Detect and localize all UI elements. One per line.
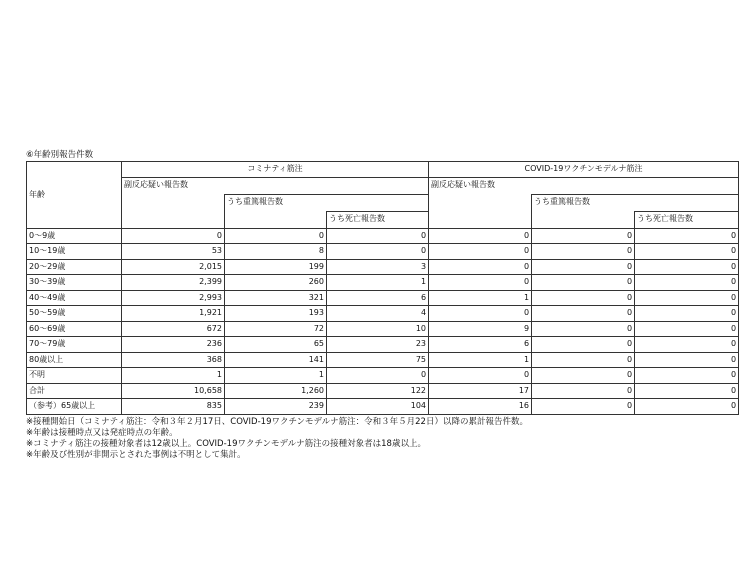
table-row (27, 259, 739, 275)
death-count-cell: 0 (635, 399, 739, 415)
suspected-count-cell: 16 (429, 399, 532, 415)
death-count-cell: 4 (327, 306, 429, 322)
footnote: ※年齢は接種時点又は発症時点の年齢。 (26, 427, 178, 438)
serious-count-cell: 193 (225, 306, 327, 322)
suspected-count-cell: 236 (122, 337, 225, 353)
serious-count-cell: 0 (532, 321, 635, 337)
death-count-cell: 0 (635, 352, 739, 368)
suspected-count-cell: 2,993 (122, 290, 225, 306)
age-report-table (26, 161, 739, 415)
serious-count-cell: 0 (532, 290, 635, 306)
age-cell: 40～49歳 (27, 290, 122, 306)
death-count-cell: 6 (327, 290, 429, 306)
suspected-count-cell: 10,658 (122, 383, 225, 399)
death-count-cell: 0 (327, 368, 429, 384)
suspected-count-cell: 672 (122, 321, 225, 337)
suspected-count-cell: 0 (429, 275, 532, 291)
suspected-count-cell: 0 (429, 259, 532, 275)
footnote: ※コミナティ筋注の接種対象者は12歳以上。COVID-19ワクチンモデルナ筋注の接種対象者は18歳以上。 (26, 438, 426, 449)
suspected-count-cell: 1 (429, 290, 532, 306)
suspected-count-cell: 6 (429, 337, 532, 353)
serious-count-cell: 0 (532, 368, 635, 384)
suspected-count-cell: 2,015 (122, 259, 225, 275)
serious-count-cell: 72 (225, 321, 327, 337)
serious-count-cell: 0 (532, 352, 635, 368)
table-row (27, 244, 739, 260)
suspected-count-cell: 0 (429, 244, 532, 260)
suspected-count-cell: 0 (122, 228, 225, 244)
serious-count-cell: 0 (532, 306, 635, 322)
serious-spacer-comirnaty (225, 211, 327, 228)
serious-count-cell: 0 (532, 244, 635, 260)
table-row (27, 290, 739, 306)
death-header-moderna: うち死亡報告数 (635, 211, 739, 228)
serious-count-cell: 0 (532, 259, 635, 275)
header-row-vaccine (27, 162, 739, 178)
death-count-cell: 0 (635, 275, 739, 291)
serious-spacer-moderna (532, 211, 635, 228)
death-count-cell: 0 (635, 383, 739, 399)
suspected-header-moderna: 副反応疑い報告数 (429, 177, 739, 194)
death-count-cell: 0 (635, 290, 739, 306)
death-count-cell: 104 (327, 399, 429, 415)
death-count-cell: 23 (327, 337, 429, 353)
table-row (27, 368, 739, 384)
table-row (27, 352, 739, 368)
age-column-header: 年齢 (27, 162, 122, 229)
suspected-spacer-moderna (429, 194, 532, 228)
suspected-count-cell: 0 (429, 228, 532, 244)
table-caption: ⑥年齢別報告件数 (26, 150, 94, 160)
table-row (27, 275, 739, 291)
suspected-spacer-comirnaty (122, 194, 225, 228)
serious-count-cell: 239 (225, 399, 327, 415)
serious-count-cell: 321 (225, 290, 327, 306)
serious-count-cell: 0 (532, 399, 635, 415)
suspected-count-cell: 2,399 (122, 275, 225, 291)
death-count-cell: 0 (635, 337, 739, 353)
death-count-cell: 0 (327, 244, 429, 260)
suspected-count-cell: 0 (429, 306, 532, 322)
death-count-cell: 0 (635, 228, 739, 244)
serious-count-cell: 8 (225, 244, 327, 260)
serious-count-cell: 65 (225, 337, 327, 353)
age-cell: 60～69歳 (27, 321, 122, 337)
serious-count-cell: 199 (225, 259, 327, 275)
footnote: ※年齢及び性別が非開示とされた事例は不明として集計。 (26, 449, 246, 460)
suspected-count-cell: 53 (122, 244, 225, 260)
death-count-cell: 0 (327, 228, 429, 244)
death-count-cell: 0 (635, 368, 739, 384)
serious-count-cell: 0 (225, 228, 327, 244)
age-cell: 合計 (27, 383, 122, 399)
serious-count-cell: 260 (225, 275, 327, 291)
suspected-count-cell: 0 (429, 368, 532, 384)
serious-count-cell: 0 (532, 275, 635, 291)
footnote: ※接種開始日（コミナティ筋注：令和３年２月17日、COVID-19ワクチンモデルナ筋注：令和３年５月22日）以降の累計報告件数。 (26, 416, 528, 427)
serious-count-cell: 1,260 (225, 383, 327, 399)
age-cell: 不明 (27, 368, 122, 384)
suspected-header-comirnaty: 副反応疑い報告数 (122, 177, 429, 194)
age-cell: 80歳以上 (27, 352, 122, 368)
suspected-count-cell: 9 (429, 321, 532, 337)
suspected-count-cell: 835 (122, 399, 225, 415)
death-header-comirnaty: うち死亡報告数 (327, 211, 429, 228)
table-row (27, 321, 739, 337)
death-count-cell: 3 (327, 259, 429, 275)
vaccine-header-moderna: COVID-19ワクチンモデルナ筋注 (429, 162, 739, 178)
table-row (27, 306, 739, 322)
footnotes (26, 417, 738, 461)
age-cell: 50～59歳 (27, 306, 122, 322)
suspected-count-cell: 1 (429, 352, 532, 368)
suspected-count-cell: 1,921 (122, 306, 225, 322)
age-cell: 0～9歳 (27, 228, 122, 244)
age-cell: 70～79歳 (27, 337, 122, 353)
death-count-cell: 0 (635, 259, 739, 275)
vaccine-header-comirnaty: コミナティ筋注 (122, 162, 429, 178)
serious-header-comirnaty: うち重篤報告数 (225, 194, 429, 211)
death-count-cell: 0 (635, 244, 739, 260)
age-cell: 30～39歳 (27, 275, 122, 291)
serious-count-cell: 1 (225, 368, 327, 384)
death-count-cell: 0 (635, 321, 739, 337)
report-document (26, 150, 738, 461)
table-row (27, 383, 739, 399)
table-row (27, 337, 739, 353)
serious-count-cell: 0 (532, 228, 635, 244)
suspected-count-cell: 1 (122, 368, 225, 384)
serious-header-moderna: うち重篤報告数 (532, 194, 739, 211)
death-count-cell: 122 (327, 383, 429, 399)
suspected-count-cell: 368 (122, 352, 225, 368)
table-row (27, 399, 739, 415)
serious-count-cell: 141 (225, 352, 327, 368)
suspected-count-cell: 17 (429, 383, 532, 399)
death-count-cell: 1 (327, 275, 429, 291)
death-count-cell: 10 (327, 321, 429, 337)
age-cell: （参考）65歳以上 (27, 399, 122, 415)
death-count-cell: 75 (327, 352, 429, 368)
serious-count-cell: 0 (532, 383, 635, 399)
age-cell: 20～29歳 (27, 259, 122, 275)
table-row (27, 228, 739, 244)
age-cell: 10～19歳 (27, 244, 122, 260)
death-count-cell: 0 (635, 306, 739, 322)
header-row-suspected (27, 177, 739, 194)
serious-count-cell: 0 (532, 337, 635, 353)
header-row-serious (27, 194, 739, 211)
